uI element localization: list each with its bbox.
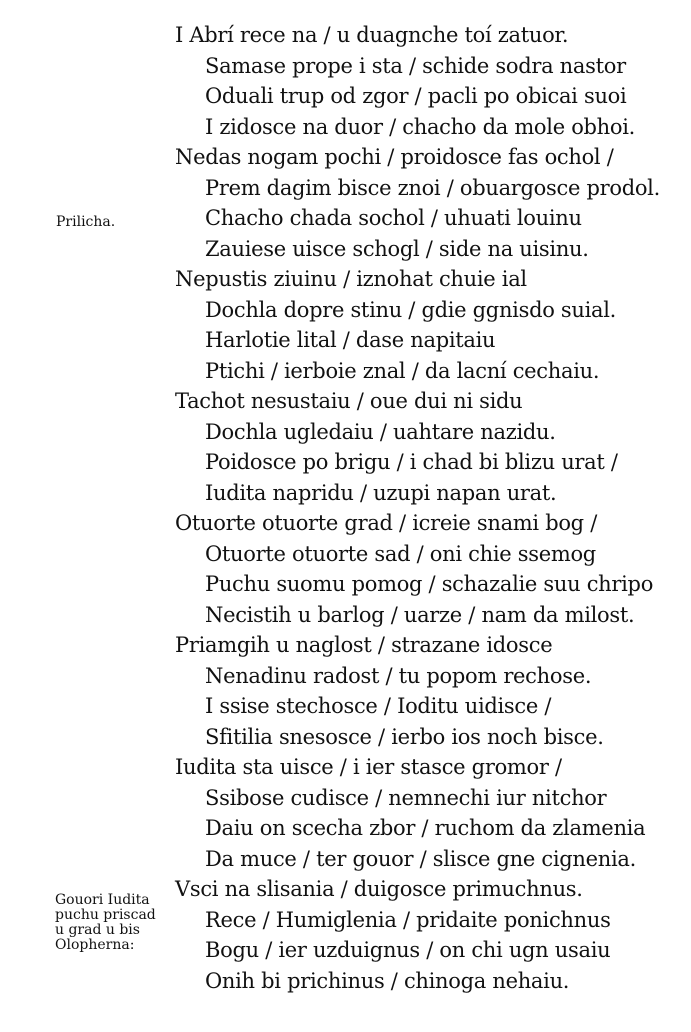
verse-line: Poidosce po brigu / i chad bi blizu urat / bbox=[205, 450, 618, 474]
verse-line: Onih bi prichinus / chinoga nehaiu. bbox=[205, 968, 570, 993]
margin-note-line: u grad u bis bbox=[55, 922, 140, 938]
verse-line: Puchu suomu pomog / schazalie suu chripo bbox=[205, 572, 654, 596]
margin-note-line: Gouori Iudita bbox=[55, 892, 150, 908]
verse-line: Oduali trup od zgor / pacli po obicai suoi bbox=[205, 84, 627, 108]
verse-line: Tachot nesustaiu / oue dui ni sidu bbox=[175, 389, 523, 413]
verse-line: Necistih u barlog / uarze / nam da milost. bbox=[205, 602, 635, 627]
verse-line: Nenadinu radost / tu popom rechose. bbox=[205, 663, 592, 688]
verse-line: Iudita sta uisce / i ier stasce gromor / bbox=[175, 755, 562, 779]
verse-line: Priamgih u naglost / strazane idosce bbox=[175, 633, 553, 657]
margin-note-prilicha: Prilicha. bbox=[56, 214, 116, 230]
verse-line: Vsci na slisania / duigosce primuchnus. bbox=[175, 877, 583, 901]
verse-line: Iudita napridu / uzupi napan urat. bbox=[205, 480, 557, 505]
verse-line: I ssise stechosce / Ioditu uidisce / bbox=[205, 694, 552, 718]
verse-line: Otuorte otuorte sad / oni chie ssemog bbox=[205, 541, 596, 566]
verse-line: Da muce / ter gouor / slisce gne cignenia. bbox=[205, 846, 637, 871]
verse-line: Bogu / ier uzduignus / on chi ugn usaiu bbox=[205, 938, 611, 962]
verse-block bbox=[0, 20, 691, 996]
verse-line: I zidosce na duor / chacho da mole obhoi. bbox=[205, 114, 636, 139]
verse-line: Nepustis ziuinu / iznohat chuie ial bbox=[175, 267, 527, 291]
verse-line: I Abrí rece na / u duagnche toí zatuor. bbox=[175, 23, 569, 47]
verse-line: Nedas nogam pochi / proidosce fas ochol / bbox=[175, 145, 614, 169]
verse-line: Daiu on scecha zbor / ruchom da zlamenia bbox=[205, 816, 646, 840]
verse-line: Otuorte otuorte grad / icreie snami bog / bbox=[175, 511, 597, 535]
verse-line: Ssibose cudisce / nemnechi iur nitchor bbox=[205, 785, 607, 810]
verse-line: Dochla ugledaiu / uahtare nazidu. bbox=[205, 419, 556, 444]
margin-note-line: puchu priscad bbox=[55, 907, 156, 923]
margin-note-gouori bbox=[55, 893, 156, 953]
verse-line: Samase prope i sta / schide sodra nastor bbox=[205, 53, 626, 78]
verse-line: Rece / Humiglenia / pridaite ponichnus bbox=[205, 907, 611, 932]
verse-line: Prem dagim bisce znoi / obuargosce prodol. bbox=[205, 175, 660, 200]
verse-line: Ptichi / ierboie znal / da lacní cechaiu. bbox=[205, 358, 600, 383]
verse-line: Sfitilia snesosce / ierbo ios noch bisce. bbox=[205, 724, 604, 749]
verse-line: Dochla dopre stinu / gdie ggnisdo suial. bbox=[205, 297, 617, 322]
verse-line: Harlotie lital / dase napitaiu bbox=[205, 328, 496, 352]
verse-line: Zauiese uisce schogl / side na uisinu. bbox=[205, 236, 589, 261]
margin-note-line: Olopherna: bbox=[55, 937, 135, 953]
verse-line: Chacho chada sochol / uhuati louinu bbox=[205, 206, 582, 230]
